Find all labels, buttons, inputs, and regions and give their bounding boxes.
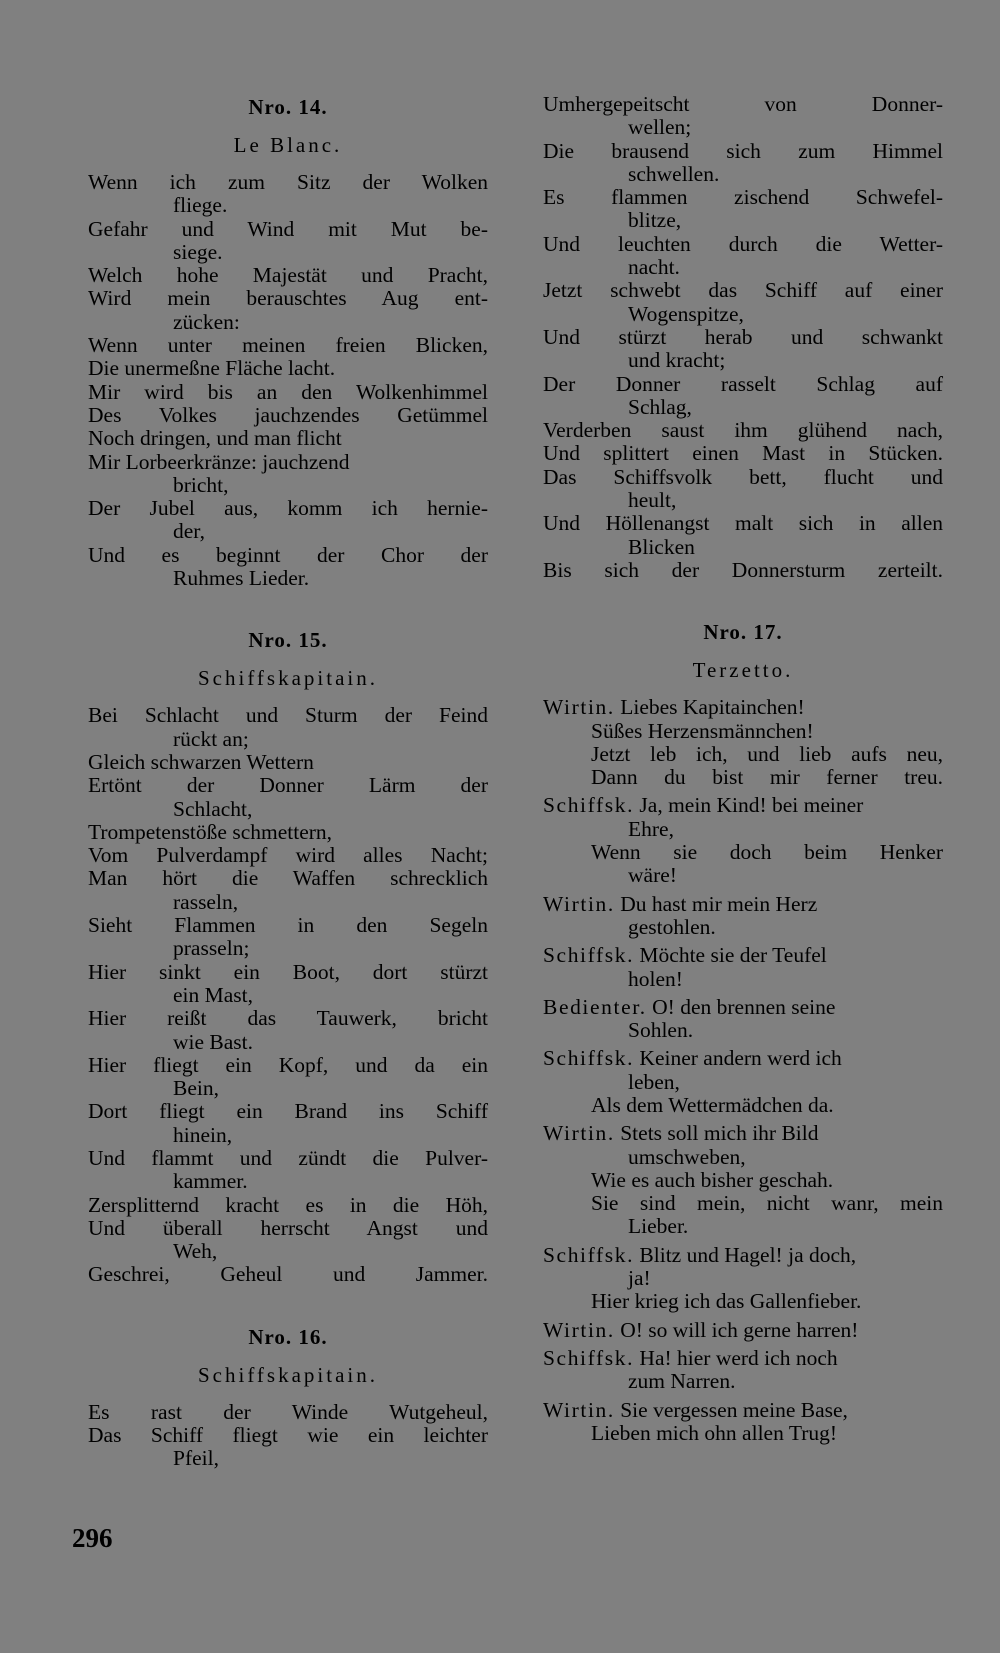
verse-line: Ertönt der Donner Lärm der — [88, 773, 488, 798]
verse-line: Und leuchten durch die Wetter- — [543, 231, 943, 256]
verse-line — [543, 944, 943, 967]
section-title: Terzetto. — [692, 658, 794, 683]
dialogue-entry — [543, 944, 943, 991]
verse-line: Das Schiffsvolk bett, flucht und — [543, 464, 943, 489]
dialogue-entry — [543, 996, 943, 1043]
verse-line — [543, 696, 943, 719]
verse-line: gestohlen. — [628, 914, 716, 939]
verse-text: Möchte sie der Teufel — [639, 943, 827, 968]
verse-line: Hier sinkt ein Boot, dort stürzt — [88, 959, 488, 984]
verse-line: Gefahr und Wind mit Mut be- — [88, 216, 488, 241]
verse-line: Süßes Herzensmännchen! — [591, 718, 814, 743]
verse-line: fliege. — [173, 193, 228, 218]
dialogue-entry — [543, 1319, 943, 1342]
verse-line: zum Narren. — [628, 1369, 736, 1394]
verse-line: Es flammen zischend Schwefel- — [543, 185, 943, 210]
verse-line: Dort fliegt ein Brand ins Schiff — [88, 1099, 488, 1124]
speaker-label: Wirtin. — [543, 891, 615, 916]
section-title: Schiffskapitain. — [197, 1362, 378, 1387]
section-number: Nro. 15. — [248, 628, 328, 653]
verse-line: Und überall herrscht Angst und — [88, 1215, 488, 1240]
verse-line: Lieber. — [628, 1214, 689, 1239]
verse-line: bricht, — [173, 472, 229, 497]
dialogue-entry — [543, 794, 943, 887]
dialogue-entry — [543, 696, 943, 789]
verse-line: nacht. — [628, 255, 680, 280]
verse-line — [543, 1047, 943, 1070]
speaker-label: Wirtin. — [543, 1317, 615, 1342]
verse-line: Und flammt und zündt die Pulver- — [88, 1145, 488, 1170]
dialogue-entry — [543, 1399, 943, 1446]
verse-line: wäre! — [628, 863, 677, 888]
verse-line: Sieht Flammen in den Segeln — [88, 913, 488, 938]
section-gap — [543, 582, 943, 618]
speaker-label: Schiffsk. — [543, 1046, 635, 1071]
verse-text: O! den brennen seine — [652, 994, 836, 1019]
verse-line: Und Höllenangst malt sich in allen — [543, 511, 943, 536]
verse-text: Du hast mir mein Herz — [620, 891, 818, 916]
verse-line — [543, 1399, 943, 1422]
verse-line: Sohlen. — [628, 1018, 694, 1043]
dialogue-entry — [543, 893, 943, 940]
verse-line — [543, 1244, 943, 1267]
verse-line: rasseln, — [173, 889, 239, 914]
verse-line: Bei Schlacht und Sturm der Feind — [88, 703, 488, 728]
verse-line: wellen; — [628, 115, 692, 140]
verse-line: Ruhmes Lieder. — [173, 566, 310, 591]
verse-line — [543, 794, 943, 817]
verse-line: Wenn ich zum Sitz der Wolken — [88, 170, 488, 194]
verse-text: Sie vergessen meine Base, — [620, 1397, 848, 1422]
verse-line: umschweben, — [628, 1144, 746, 1169]
verse-line — [543, 1122, 943, 1145]
verse-line: ja! — [628, 1266, 651, 1291]
verse-line: heult, — [628, 488, 677, 513]
verse-line: zücken: — [173, 309, 240, 334]
verse-line: Und stürzt herab und schwankt — [543, 324, 943, 349]
verse-text: Liebes Kapitainchen! — [620, 695, 805, 720]
verse-line: Lieben mich ohn allen Trug! — [591, 1420, 838, 1445]
verse-line: Gleich schwarzen Wettern — [88, 749, 314, 774]
section-title: Le Blanc. — [233, 133, 343, 157]
verse-line: leben, — [628, 1069, 680, 1094]
verse-line: Trompetenstöße schmettern, — [88, 819, 333, 844]
verse-line: Mir Lorbeerkränze: jauchzend — [88, 449, 350, 474]
verse-line: Wogenspitze, — [628, 301, 744, 326]
dialogue-entry — [543, 1047, 943, 1117]
verse-line: Jetzt leb ich, und lieb aufs neu, — [591, 741, 943, 766]
verse-text: Ha! hier werd ich noch — [639, 1345, 838, 1370]
verse-line: Als dem Wettermädchen da. — [591, 1092, 834, 1117]
verse-line: Wenn unter meinen freien Blicken, — [88, 333, 488, 358]
verse-line: Ehre, — [628, 816, 674, 841]
verse-line: prasseln; — [173, 936, 250, 961]
verse-line — [543, 1319, 943, 1342]
section-gap — [88, 1287, 488, 1323]
verse-line: siege. — [173, 239, 223, 264]
section-number: Nro. 14. — [248, 95, 328, 119]
verse-line: Mir wird bis an den Wolkenhimmel — [88, 379, 488, 404]
verse-line: rückt an; — [173, 726, 249, 751]
speaker-label: Schiffsk. — [543, 943, 635, 968]
verse-line: Die brausend sich zum Himmel — [543, 138, 943, 163]
speaker-label: Schiffsk. — [543, 1345, 635, 1370]
verse-line: Die unermeßne Fläche lacht. — [88, 356, 336, 381]
verse-line: Wenn sie doch beim Henker — [591, 840, 943, 865]
verse-line — [543, 893, 943, 916]
verse-line — [543, 996, 943, 1019]
dialogue-entry — [543, 1244, 943, 1314]
verse-line: Geschrei, Geheul und Jammer. — [88, 1262, 488, 1287]
verse-line: Hier krieg ich das Gallenfieber. — [591, 1289, 862, 1314]
right-column — [543, 93, 943, 1445]
section-number: Nro. 16. — [248, 1324, 328, 1349]
verse-line: blitze, — [628, 208, 682, 233]
verse-line: Man hört die Waffen schrecklich — [88, 866, 488, 891]
verse-line — [543, 1347, 943, 1370]
verse-text: Blitz und Hagel! ja doch, — [639, 1242, 857, 1267]
verse-line: Zersplitternd kracht es in die Höh, — [88, 1192, 488, 1217]
verse-line: Schlag, — [628, 394, 692, 419]
dialogue-entry — [543, 1347, 943, 1394]
section-number: Nro. 17. — [703, 620, 783, 645]
speaker-label: Wirtin. — [543, 1121, 615, 1146]
verse-line: Schlacht, — [173, 796, 253, 821]
verse-line: Es rast der Winde Wutgeheul, — [88, 1399, 488, 1424]
verse-line: Wird mein berauschtes Aug ent- — [88, 286, 488, 311]
verse-text: Stets soll mich ihr Bild — [620, 1121, 819, 1146]
verse-line: und kracht; — [628, 348, 726, 373]
section-gap — [88, 590, 488, 626]
verse-line: Pfeil, — [173, 1446, 219, 1471]
verse-line: der, — [173, 519, 205, 544]
verse-line: Dann du bist mir ferner treu. — [591, 765, 943, 790]
verse-line: wie Bast. — [173, 1029, 254, 1054]
verse-line: Und splittert einen Mast in Stücken. — [543, 441, 943, 466]
verse-line: Umhergepeitscht von Donner- — [543, 92, 943, 116]
verse-line: hinein, — [173, 1122, 233, 1147]
verse-line: Bis sich der Donnersturm zerteilt. — [543, 557, 943, 582]
verse-line: Weh, — [173, 1239, 218, 1264]
verse-line: kammer. — [173, 1169, 248, 1194]
verse-line: Wie es auch bisher geschah. — [591, 1167, 834, 1192]
left-column — [88, 93, 488, 1471]
verse-line: ein Mast, — [173, 982, 254, 1007]
verse-line: Der Jubel aus, komm ich hernie- — [88, 496, 488, 521]
section-title: Schiffskapitain. — [197, 666, 378, 691]
verse-line: Jetzt schwebt das Schiff auf einer — [543, 278, 943, 303]
verse-line: Verderben saust ihm glühend nach, — [543, 418, 943, 443]
speaker-label: Wirtin. — [543, 695, 615, 720]
verse-line: Des Volkes jauchzendes Getümmel — [88, 402, 488, 427]
speaker-label: Schiffsk. — [543, 1242, 635, 1267]
speaker-label: Schiffsk. — [543, 793, 635, 818]
verse-line: Vom Pulverdampf wird alles Nacht; — [88, 843, 488, 868]
verse-line: Welch hohe Majestät und Pracht, — [88, 263, 488, 288]
verse-text: Keiner andern werd ich — [639, 1046, 842, 1071]
verse-line: Hier fliegt ein Kopf, und da ein — [88, 1052, 488, 1077]
verse-line: holen! — [628, 966, 683, 991]
verse-line: Bein, — [173, 1076, 219, 1101]
verse-text: O! so will ich gerne harren! — [620, 1317, 859, 1342]
verse-line: Noch dringen, und man flicht — [88, 426, 342, 451]
page-number: 296 — [72, 1523, 113, 1553]
speaker-label: Bedienter. — [543, 994, 647, 1019]
speaker-label: Wirtin. — [543, 1397, 615, 1422]
verse-line: Sie sind mein, nicht wanr, mein — [591, 1191, 943, 1216]
verse-line: Hier reißt das Tauwerk, bricht — [88, 1006, 488, 1031]
verse-line: Blicken — [628, 534, 695, 559]
verse-text: Ja, mein Kind! bei meiner — [639, 793, 864, 818]
verse-line: schwellen. — [628, 161, 720, 186]
verse-line: Das Schiff fliegt wie ein leichter — [88, 1423, 488, 1448]
dialogue-entry — [543, 1122, 943, 1238]
verse-line: Der Donner rasselt Schlag auf — [543, 371, 943, 396]
verse-line: Und es beginnt der Chor der — [88, 542, 488, 567]
